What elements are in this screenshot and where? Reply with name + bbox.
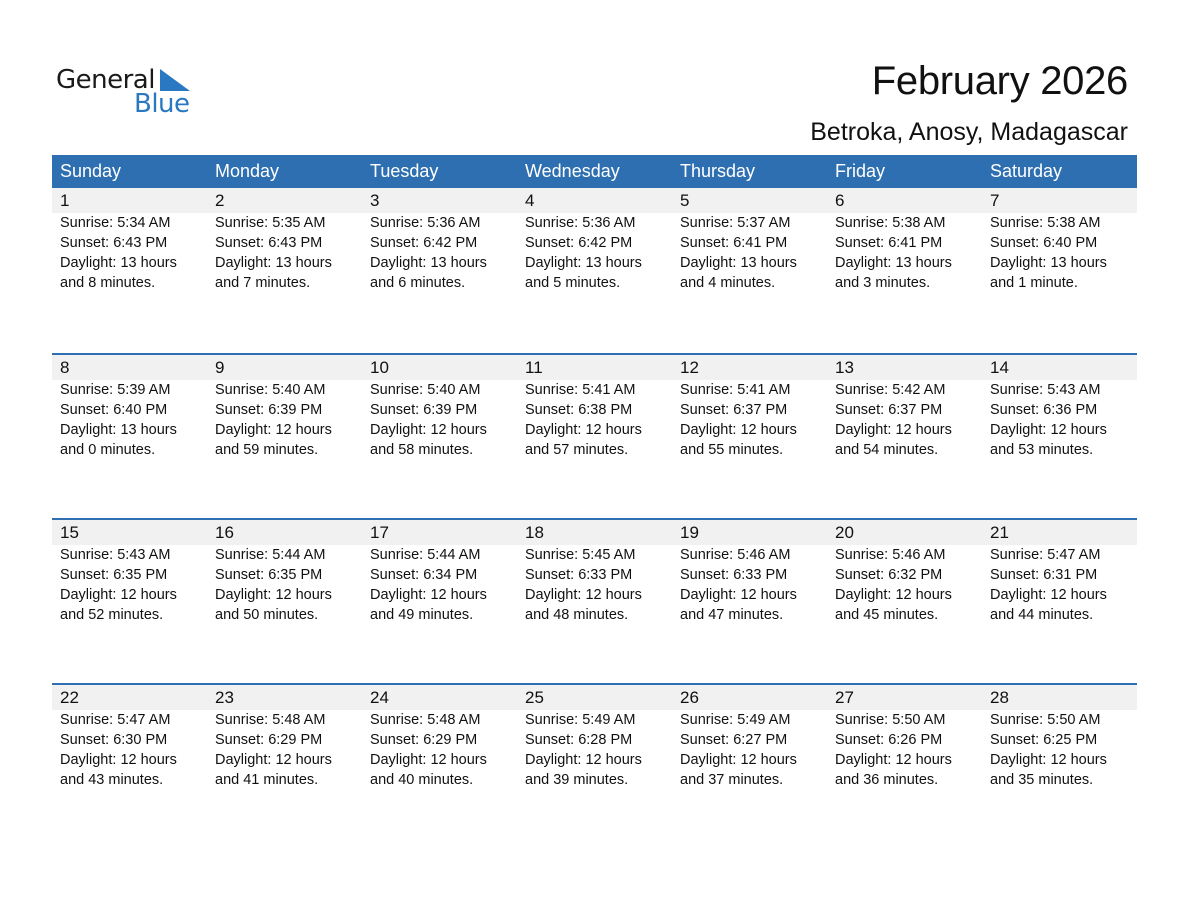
sunset-text: Sunset: 6:30 PM [60, 732, 168, 748]
daylight-minutes-text: and 44 minutes. [990, 607, 1094, 623]
daylight-minutes-text: and 48 minutes. [525, 607, 629, 623]
daylight-text: Daylight: 12 hours [215, 752, 332, 768]
day-cell [827, 685, 982, 790]
daylight-text: Daylight: 12 hours [990, 587, 1107, 603]
sunrise-text: Sunrise: 5:43 AM [990, 382, 1101, 398]
day-cell [517, 685, 672, 790]
logo [56, 64, 196, 124]
daylight-minutes-text: and 40 minutes. [370, 772, 474, 788]
daylight-minutes-text: and 53 minutes. [990, 442, 1094, 458]
day-cell [827, 520, 982, 625]
day-cell [362, 355, 517, 460]
sunset-text: Sunset: 6:37 PM [835, 402, 943, 418]
daylight-minutes-text: and 45 minutes. [835, 607, 939, 623]
daylight-minutes-text: and 5 minutes. [525, 275, 621, 291]
day-cell [827, 355, 982, 460]
day-number: 22 [60, 688, 79, 707]
daylight-minutes-text: and 43 minutes. [60, 772, 164, 788]
day-cell [362, 520, 517, 625]
sunset-text: Sunset: 6:43 PM [60, 235, 168, 251]
logo-word-general: General [56, 65, 155, 95]
sunrise-text: Sunrise: 5:39 AM [60, 382, 171, 398]
daylight-minutes-text: and 55 minutes. [680, 442, 784, 458]
daylight-minutes-text: and 37 minutes. [680, 772, 784, 788]
sunset-text: Sunset: 6:35 PM [215, 567, 323, 583]
daylight-text: Daylight: 12 hours [525, 752, 642, 768]
day-number: 24 [370, 688, 389, 707]
day-number: 19 [680, 523, 699, 542]
daylight-text: Daylight: 12 hours [525, 587, 642, 603]
daylight-text: Daylight: 12 hours [990, 422, 1107, 438]
sunrise-text: Sunrise: 5:48 AM [215, 712, 326, 728]
daylight-text: Daylight: 13 hours [60, 422, 177, 438]
sunrise-text: Sunrise: 5:36 AM [525, 215, 636, 231]
day-cell [517, 188, 672, 293]
sunrise-text: Sunrise: 5:41 AM [680, 382, 791, 398]
day-cell [982, 685, 1137, 790]
daylight-text: Daylight: 12 hours [680, 752, 797, 768]
day-cell [207, 520, 362, 625]
day-cell [672, 685, 827, 790]
daylight-text: Daylight: 12 hours [60, 752, 177, 768]
daylight-text: Daylight: 12 hours [215, 587, 332, 603]
page-title: February 2026 [871, 59, 1128, 103]
sunrise-text: Sunrise: 5:37 AM [680, 215, 791, 231]
sunrise-text: Sunrise: 5:40 AM [215, 382, 326, 398]
daylight-minutes-text: and 7 minutes. [215, 275, 311, 291]
sunset-text: Sunset: 6:27 PM [680, 732, 788, 748]
day-cell [362, 188, 517, 293]
sunrise-text: Sunrise: 5:46 AM [835, 547, 946, 563]
sunrise-text: Sunrise: 5:43 AM [60, 547, 171, 563]
day-cell [672, 355, 827, 460]
daylight-minutes-text: and 57 minutes. [525, 442, 629, 458]
day-cell [982, 188, 1137, 293]
sunrise-text: Sunrise: 5:49 AM [525, 712, 636, 728]
sunset-text: Sunset: 6:42 PM [525, 235, 633, 251]
daylight-text: Daylight: 13 hours [215, 255, 332, 271]
sunset-text: Sunset: 6:29 PM [215, 732, 323, 748]
sunset-text: Sunset: 6:35 PM [60, 567, 168, 583]
day-cell [52, 520, 207, 625]
calendar-grid [52, 155, 1137, 848]
day-cell [827, 188, 982, 293]
sunset-text: Sunset: 6:41 PM [680, 235, 788, 251]
day-number: 21 [990, 523, 1009, 542]
sunrise-text: Sunrise: 5:47 AM [60, 712, 171, 728]
daylight-minutes-text: and 8 minutes. [60, 275, 156, 291]
day-cell [517, 520, 672, 625]
sunset-text: Sunset: 6:40 PM [60, 402, 168, 418]
day-number: 1 [60, 191, 70, 210]
sunset-text: Sunset: 6:29 PM [370, 732, 478, 748]
daylight-text: Daylight: 13 hours [525, 255, 642, 271]
daylight-text: Daylight: 12 hours [990, 752, 1107, 768]
sunrise-text: Sunrise: 5:49 AM [680, 712, 791, 728]
sunrise-text: Sunrise: 5:34 AM [60, 215, 171, 231]
day-number: 23 [215, 688, 234, 707]
daylight-text: Daylight: 12 hours [370, 587, 487, 603]
day-number: 8 [60, 358, 70, 377]
sunrise-text: Sunrise: 5:50 AM [835, 712, 946, 728]
day-number: 26 [680, 688, 699, 707]
day-number: 18 [525, 523, 544, 542]
sunset-text: Sunset: 6:31 PM [990, 567, 1098, 583]
sunrise-text: Sunrise: 5:50 AM [990, 712, 1101, 728]
sunrise-text: Sunrise: 5:48 AM [370, 712, 481, 728]
sunset-text: Sunset: 6:25 PM [990, 732, 1098, 748]
day-number: 2 [215, 191, 225, 210]
sunrise-text: Sunrise: 5:35 AM [215, 215, 326, 231]
day-number: 11 [525, 358, 543, 377]
sunrise-text: Sunrise: 5:36 AM [370, 215, 481, 231]
sunrise-text: Sunrise: 5:38 AM [990, 215, 1101, 231]
day-cell [52, 355, 207, 460]
week-row [52, 683, 1137, 848]
day-cell [672, 188, 827, 293]
weekday-header-friday: Friday [835, 161, 886, 181]
daylight-minutes-text: and 47 minutes. [680, 607, 784, 623]
daylight-minutes-text: and 50 minutes. [215, 607, 319, 623]
logo-word-blue: Blue [134, 89, 190, 119]
day-number: 15 [60, 523, 79, 542]
day-cell [52, 685, 207, 790]
sunset-text: Sunset: 6:37 PM [680, 402, 788, 418]
day-number: 14 [990, 358, 1009, 377]
day-number: 16 [215, 523, 234, 542]
daylight-minutes-text: and 0 minutes. [60, 442, 156, 458]
day-number: 17 [370, 523, 389, 542]
daylight-text: Daylight: 13 hours [990, 255, 1107, 271]
day-cell [362, 685, 517, 790]
sunset-text: Sunset: 6:28 PM [525, 732, 633, 748]
day-cell [207, 188, 362, 293]
sunset-text: Sunset: 6:34 PM [370, 567, 478, 583]
daylight-minutes-text: and 41 minutes. [215, 772, 319, 788]
sunrise-text: Sunrise: 5:45 AM [525, 547, 636, 563]
daylight-minutes-text: and 36 minutes. [835, 772, 939, 788]
daylight-minutes-text: and 52 minutes. [60, 607, 164, 623]
day-number: 13 [835, 358, 854, 377]
weekday-header-sunday: Sunday [60, 161, 122, 181]
daylight-text: Daylight: 13 hours [835, 255, 952, 271]
day-cell [982, 355, 1137, 460]
day-number: 20 [835, 523, 854, 542]
week-row [52, 188, 1137, 353]
sunset-text: Sunset: 6:39 PM [370, 402, 478, 418]
day-number: 6 [835, 191, 845, 210]
weekday-header-tuesday: Tuesday [370, 161, 439, 181]
sunrise-text: Sunrise: 5:44 AM [370, 547, 481, 563]
daylight-minutes-text: and 39 minutes. [525, 772, 629, 788]
daylight-text: Daylight: 13 hours [60, 255, 177, 271]
day-number: 4 [525, 191, 535, 210]
weekday-header-wednesday: Wednesday [525, 161, 620, 181]
daylight-minutes-text: and 1 minute. [990, 275, 1078, 291]
sunrise-text: Sunrise: 5:47 AM [990, 547, 1101, 563]
sunset-text: Sunset: 6:39 PM [215, 402, 323, 418]
day-number: 28 [990, 688, 1009, 707]
daylight-minutes-text: and 35 minutes. [990, 772, 1094, 788]
weekday-header-saturday: Saturday [990, 161, 1063, 181]
sunset-text: Sunset: 6:43 PM [215, 235, 323, 251]
daylight-text: Daylight: 13 hours [680, 255, 797, 271]
week-row [52, 353, 1137, 518]
location-subtitle: Betroka, Anosy, Madagascar [810, 118, 1128, 146]
daylight-text: Daylight: 12 hours [835, 422, 952, 438]
sunrise-text: Sunrise: 5:46 AM [680, 547, 791, 563]
day-number: 10 [370, 358, 389, 377]
sunset-text: Sunset: 6:38 PM [525, 402, 633, 418]
day-number: 25 [525, 688, 544, 707]
day-number: 12 [680, 358, 699, 377]
daylight-text: Daylight: 12 hours [680, 587, 797, 603]
daylight-text: Daylight: 12 hours [680, 422, 797, 438]
day-cell [982, 520, 1137, 625]
weekday-header-row [52, 155, 1137, 188]
day-cell [207, 355, 362, 460]
sunrise-text: Sunrise: 5:41 AM [525, 382, 636, 398]
weekday-header-thursday: Thursday [680, 161, 756, 181]
sunrise-text: Sunrise: 5:40 AM [370, 382, 481, 398]
sunset-text: Sunset: 6:41 PM [835, 235, 943, 251]
daylight-text: Daylight: 12 hours [370, 752, 487, 768]
sunrise-text: Sunrise: 5:42 AM [835, 382, 946, 398]
daylight-minutes-text: and 4 minutes. [680, 275, 776, 291]
day-number: 3 [370, 191, 380, 210]
week-row [52, 518, 1137, 683]
sunset-text: Sunset: 6:36 PM [990, 402, 1098, 418]
daylight-minutes-text: and 59 minutes. [215, 442, 319, 458]
daylight-text: Daylight: 12 hours [370, 422, 487, 438]
day-number: 27 [835, 688, 854, 707]
daylight-minutes-text: and 58 minutes. [370, 442, 474, 458]
daylight-text: Daylight: 12 hours [525, 422, 642, 438]
daylight-text: Daylight: 13 hours [370, 255, 487, 271]
sunset-text: Sunset: 6:40 PM [990, 235, 1098, 251]
daylight-minutes-text: and 6 minutes. [370, 275, 466, 291]
sunrise-text: Sunrise: 5:44 AM [215, 547, 326, 563]
sunset-text: Sunset: 6:33 PM [680, 567, 788, 583]
day-cell [672, 520, 827, 625]
sunset-text: Sunset: 6:42 PM [370, 235, 478, 251]
day-cell [52, 188, 207, 293]
sunset-text: Sunset: 6:26 PM [835, 732, 943, 748]
daylight-text: Daylight: 12 hours [835, 752, 952, 768]
daylight-text: Daylight: 12 hours [215, 422, 332, 438]
weekday-header-monday: Monday [215, 161, 280, 181]
daylight-text: Daylight: 12 hours [60, 587, 177, 603]
sunrise-text: Sunrise: 5:38 AM [835, 215, 946, 231]
daylight-minutes-text: and 54 minutes. [835, 442, 939, 458]
day-number: 9 [215, 358, 225, 377]
day-number: 7 [990, 191, 1000, 210]
day-cell [517, 355, 672, 460]
daylight-minutes-text: and 49 minutes. [370, 607, 474, 623]
sunset-text: Sunset: 6:33 PM [525, 567, 633, 583]
day-cell [207, 685, 362, 790]
day-number: 5 [680, 191, 690, 210]
daylight-text: Daylight: 12 hours [835, 587, 952, 603]
daylight-minutes-text: and 3 minutes. [835, 275, 931, 291]
sunset-text: Sunset: 6:32 PM [835, 567, 943, 583]
